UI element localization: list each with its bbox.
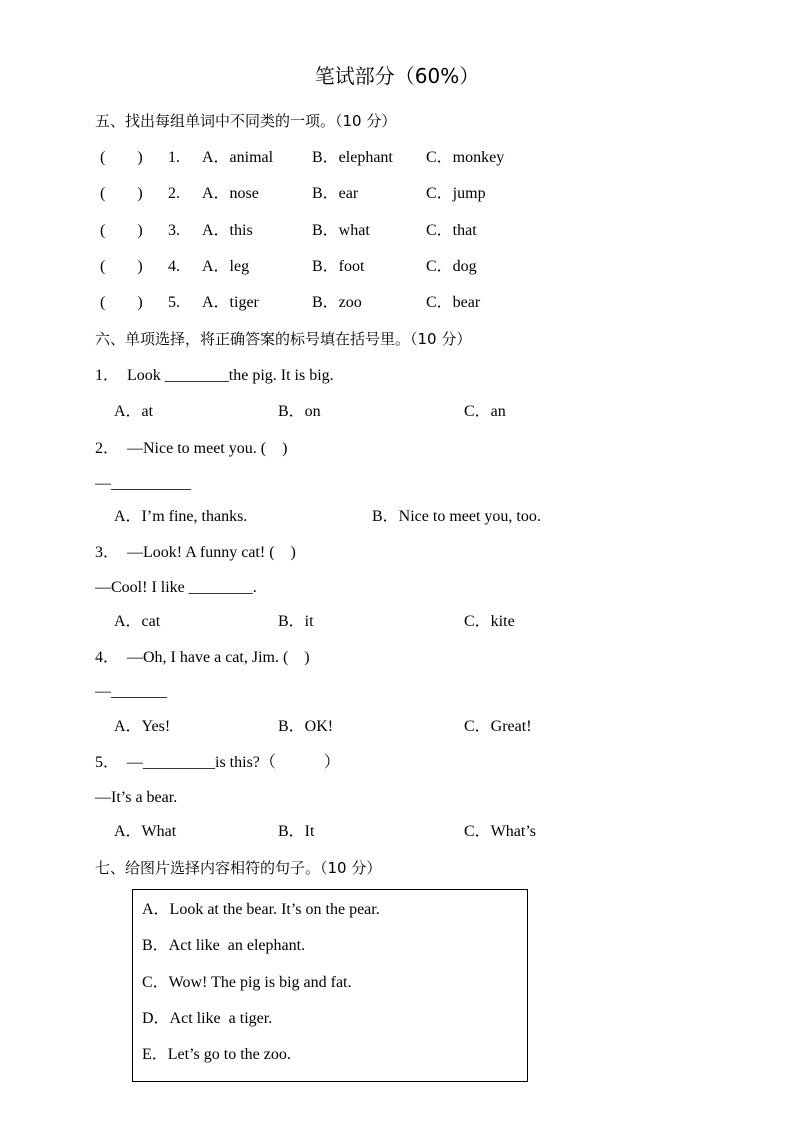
section5-heading: 五、找出每组单词中不同类的一项。（10 分） <box>95 112 397 130</box>
question-4-reply: —_______ <box>95 683 167 700</box>
question-5-reply: —It’s a bear. <box>95 789 178 806</box>
question-number: 2. <box>168 185 180 202</box>
q5-option-c: C．What’s <box>464 823 536 840</box>
option-b: B．zoo <box>312 294 362 311</box>
answer-blank[interactable]: ( ) <box>100 185 143 202</box>
q4-option-c: C．Great! <box>464 718 532 735</box>
q2-option-b: B．Nice to meet you, too. <box>372 508 541 525</box>
option-b: B．what <box>312 222 370 239</box>
page-title: 笔试部分（60%） <box>314 64 480 88</box>
question-number: 5. <box>168 294 180 311</box>
q4-option-b: B．OK! <box>278 718 334 735</box>
q3-option-a: A．cat <box>114 613 161 630</box>
question-2-stem: 2． —Nice to meet you. ( ) <box>95 440 288 457</box>
option-b: B．elephant <box>312 149 393 166</box>
q1-option-c: C．an <box>464 403 506 420</box>
answer-blank[interactable]: ( ) <box>100 258 143 275</box>
option-c: C．bear <box>426 294 481 311</box>
option-a: A．nose <box>202 185 259 202</box>
option-c: C．monkey <box>426 149 505 166</box>
option-a: A．animal <box>202 149 274 166</box>
question-4-stem: 4． —Oh, I have a cat, Jim. ( ) <box>95 649 310 666</box>
question-3-stem: 3． —Look! A funny cat! ( ) <box>95 544 296 561</box>
option-c: C．dog <box>426 258 477 275</box>
question-number: 3. <box>168 222 180 239</box>
option-a: A．this <box>202 222 253 239</box>
question-number: 1. <box>168 149 180 166</box>
answer-blank[interactable]: ( ) <box>100 294 143 311</box>
option-a: A．tiger <box>202 294 259 311</box>
q4-option-a: A．Yes! <box>114 718 171 735</box>
sentence-option-d: D．Act like a tiger. <box>142 1010 273 1027</box>
option-a: A．leg <box>202 258 250 275</box>
option-b: B．ear <box>312 185 359 202</box>
q5-option-a: A．What <box>114 823 177 840</box>
sentence-option-b: B．Act like an elephant. <box>142 937 306 954</box>
option-b: B．foot <box>312 258 365 275</box>
sentence-option-a: A．Look at the bear. It’s on the pear. <box>142 901 380 918</box>
sentence-option-c: C．Wow! The pig is big and fat. <box>142 974 352 991</box>
q1-option-a: A．at <box>114 403 154 420</box>
section6-heading: 六、单项选择，将正确答案的标号填在括号里。（10 分） <box>95 330 472 348</box>
answer-blank[interactable]: ( ) <box>100 149 143 166</box>
option-c: C．that <box>426 222 477 239</box>
sentence-options-box <box>132 889 528 1082</box>
question-3-reply: —Cool! I like ________. <box>95 579 257 596</box>
q2-option-a: A．I’m fine, thanks. <box>114 508 248 525</box>
q3-option-c: C．kite <box>464 613 515 630</box>
q1-option-b: B．on <box>278 403 321 420</box>
answer-blank[interactable]: ( ) <box>100 222 143 239</box>
question-1-stem: 1． Look ________the pig. It is big. <box>95 367 334 384</box>
question-number: 4. <box>168 258 180 275</box>
question-5-stem: 5． —_________is this?（ ） <box>95 754 340 771</box>
sentence-option-e: E．Let’s go to the zoo. <box>142 1046 291 1063</box>
q5-option-b: B．It <box>278 823 315 840</box>
section7-heading: 七、给图片选择内容相符的句子。（10 分） <box>95 859 382 877</box>
question-2-reply: —__________ <box>95 475 191 492</box>
option-c: C．jump <box>426 185 486 202</box>
q3-option-b: B．it <box>278 613 314 630</box>
